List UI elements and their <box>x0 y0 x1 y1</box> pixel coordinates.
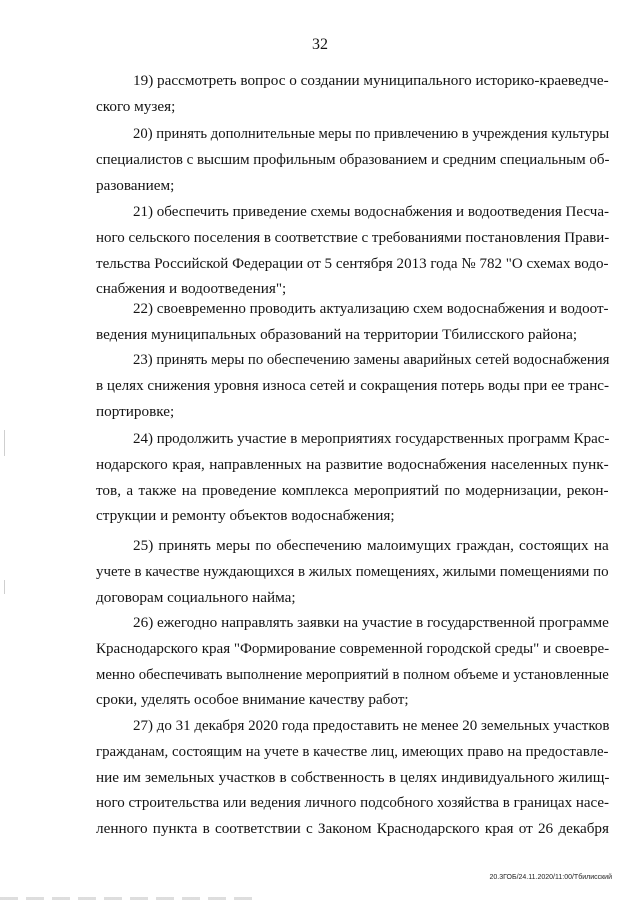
paragraph-line: разованием; <box>96 177 175 194</box>
paragraph-line: ского музея; <box>96 98 176 115</box>
paragraph-line: сроки, уделять особое внимание качеству работ; <box>96 691 409 708</box>
paragraph-line: гражданам, состоящим на учете в качестве лиц, имеющих право на предоставле- <box>96 743 609 760</box>
paragraph-line: менно обеспечивать выполнение мероприятий в полном объеме и установленные <box>96 666 609 683</box>
paragraph-line: ного строительства или ведения личного подсобного хозяйства в границах насе- <box>96 794 609 811</box>
paragraph-line: снабжения и водоотведения"; <box>96 280 287 297</box>
paragraph-first-line: 22) своевременно проводить актуализацию схем водоснабжения и водоот- <box>133 300 609 317</box>
paragraph-first-line: 27) до 31 декабря 2020 года предоставить не менее 20 земельных участков <box>133 717 610 734</box>
paragraph-line: струкции и ремонту объектов водоснабжения; <box>96 507 395 524</box>
paragraph-line: договорам социального найма; <box>96 589 296 606</box>
paragraph-line: тельства Российской Федерации от 5 сентября 2013 года № 782 "О схемах водо- <box>96 255 609 272</box>
footer-document-code: 20.3ГОБ/24.11.2020/11:00/Тбилисский <box>489 874 612 881</box>
paragraph-first-line: 23) принять меры по обеспечению замены аварийных сетей водоснабжения <box>133 351 610 368</box>
paragraph-line: ние им земельных участков в собственность в целях индивидуального жилищ- <box>96 769 610 786</box>
paragraph-line: специалистов с высшим профильным образованием и средним специальным об- <box>96 151 610 168</box>
paragraph-first-line: 20) принять дополнительные меры по привлечению в учреждения культуры <box>133 125 610 142</box>
scan-bottom-artifact <box>0 897 260 900</box>
paragraph-line: портировке; <box>96 403 175 420</box>
paragraph-first-line: 24) продолжить участие в мероприятиях государственных программ Крас- <box>133 430 610 447</box>
paragraph-first-line: 19) рассмотреть вопрос о создании муниципального историко-краеведче- <box>133 72 609 89</box>
paragraph-line: тов, а также на проведение комплекса мероприятий по модернизации, рекон- <box>96 482 609 499</box>
page-number: 32 <box>312 36 328 53</box>
paragraph-line: нодарского края, направленных на развитие водоснабжения населенных пунк- <box>96 456 609 473</box>
paragraph-line: ведения муниципальных образований на территории Тбилисского района; <box>96 326 578 343</box>
paragraph-line: Краснодарского края "Формирование современной городской среды" и своевре- <box>96 640 610 657</box>
paragraph-line: учете в качестве нуждающихся в жилых помещениях, жилыми помещениями по <box>96 563 609 580</box>
paragraph-line: ленного пункта в соответствии с Законом Краснодарского края от 26 декабря <box>96 820 610 837</box>
scan-margin-mark <box>4 580 5 594</box>
paragraph-line: ного сельского поселения в соответствие с требованиями постановления Прави- <box>96 229 610 246</box>
scan-margin-mark <box>4 430 5 456</box>
paragraph-first-line: 25) принять меры по обеспечению малоимущих граждан, состоящих на <box>133 537 609 554</box>
paragraph-first-line: 26) ежегодно направлять заявки на участие в государственной программе <box>133 614 609 631</box>
paragraph-line: в целях снижения уровня износа сетей и сокращения потерь воды при ее транс- <box>96 377 610 394</box>
paragraph-first-line: 21) обеспечить приведение схемы водоснабжения и водоотведения Песча- <box>133 203 610 220</box>
